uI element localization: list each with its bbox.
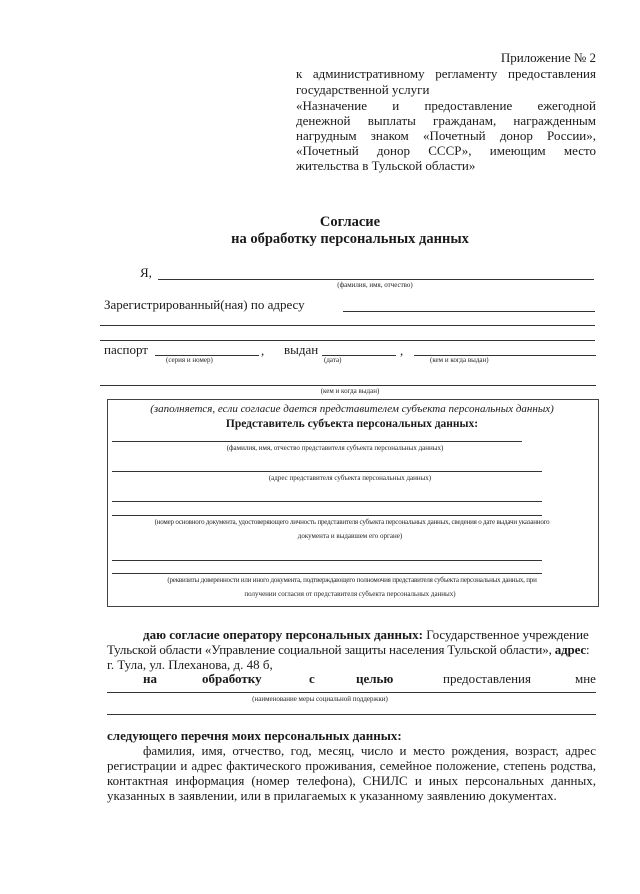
purpose-word: целью (356, 671, 394, 686)
address-input-line-1[interactable] (343, 311, 595, 312)
measure-line-2[interactable] (107, 714, 596, 715)
purpose-word: мне (575, 671, 596, 686)
rep-fio-hint: (фамилия, имя, отчество представителя субъекта персональных данных) (226, 444, 444, 452)
appendix-line: государственной услуги (296, 82, 430, 97)
appendix-line: нагрудным знаком «Почетный донор России», (296, 128, 596, 143)
list-line: контактная информация (номер телефона), СНИЛС и иных персональных данных, (107, 773, 596, 788)
rep-proxy-line-1[interactable] (112, 560, 542, 561)
list-title: следующего перечня моих персональных данных: (107, 728, 402, 743)
rep-doc-hint-1: (номер основного документа, удостоверяющего личность представителя субъекта персональных данных, сведения о дате выдачи указанного (154, 518, 550, 526)
rep-doc-hint-2: документа и выдавшем его органе) (297, 532, 403, 540)
consent-lead-rest: Государственное учреждение (422, 627, 589, 642)
date-hint: (дата) (324, 356, 342, 364)
fio-hint: (фамилия, имя, отчество) (337, 281, 413, 289)
issued-label: выдан (284, 342, 319, 357)
issuer-hint: (кем и когда выдан) (430, 356, 489, 364)
rep-proxy-line-2[interactable] (112, 573, 542, 574)
appendix-title: Приложение № 2 (500, 50, 596, 65)
appendix-line: денежной выплаты гражданам, награжденным (296, 113, 596, 128)
rep-doc-line-1[interactable] (112, 501, 542, 502)
operator-name: Тульской области «Управление социальной защиты населения Тульской области», (107, 642, 555, 657)
purpose-word: с (309, 671, 315, 686)
issuer-hint-2: (кем и когда выдан) (320, 387, 380, 395)
list-line: регистрации и адрес фактического проживания, семейное положение, степень родства, (107, 758, 596, 773)
comma: , (261, 343, 265, 358)
appendix-line: жительства в Тульской области» (296, 158, 476, 173)
rep-address-hint: (адрес представителя субъекта персональных данных) (268, 474, 432, 482)
appendix-line: к административному регламенту предоставления (296, 66, 596, 81)
i-label: Я, (140, 265, 152, 280)
series-hint: (серия и номер) (166, 356, 213, 364)
appendix-line: «Назначение и предоставление ежегодной (296, 98, 596, 113)
list-line: указанных в заявлении, или в прилагаемых к указанному заявлению документах. (107, 788, 557, 803)
address-word: адрес (554, 642, 587, 657)
list-line: фамилия, имя, отчество, год, месяц, число и место рождения, возраст, адрес (143, 743, 596, 758)
passport-label: паспорт (104, 342, 148, 357)
rep-proxy-hint-2: получении согласия от представителя субъекта персональных данных) (244, 590, 456, 598)
consent-lead: даю согласие оператору персональных данных: (143, 627, 423, 642)
fio-input-line[interactable] (158, 279, 594, 280)
rep-address-line[interactable] (112, 471, 542, 472)
measure-hint: (наименование меры социальной поддержки) (252, 695, 388, 703)
doc-subtitle: на обработку персональных данных (231, 231, 469, 247)
rep-doc-line-2[interactable] (112, 515, 542, 516)
appendix-line: «Почетный донор СССР», имеющим место (296, 143, 596, 158)
address-input-line-3[interactable] (100, 340, 595, 341)
colon: : (586, 642, 590, 657)
purpose-word: предоставления (443, 671, 531, 686)
measure-line[interactable] (107, 692, 596, 693)
comma: , (400, 343, 404, 358)
purpose-word: на (143, 671, 157, 686)
representative-note: (заполняется, если согласие дается представителем субъекта персональных данных) (150, 403, 554, 415)
consent-line-1 (143, 627, 596, 642)
address-input-line-2[interactable] (100, 325, 595, 326)
representative-title: Представитель субъекта персональных данных: (225, 418, 479, 430)
issuer-line-2[interactable] (100, 385, 596, 386)
purpose-word: обработку (202, 671, 262, 686)
rep-proxy-hint-1: (реквизиты доверенности или иного документа, подтверждающего полномочия представителя субъекта персональных данных, при (167, 576, 537, 584)
doc-title: Согласие (319, 214, 381, 230)
operator-address: г. Тула, ул. Плеханова, д. 48 б, (107, 657, 273, 672)
consent-line-2 (107, 642, 597, 657)
rep-fio-line[interactable] (112, 441, 522, 442)
address-label: Зарегистрированный(ная) по адресу (104, 297, 305, 312)
